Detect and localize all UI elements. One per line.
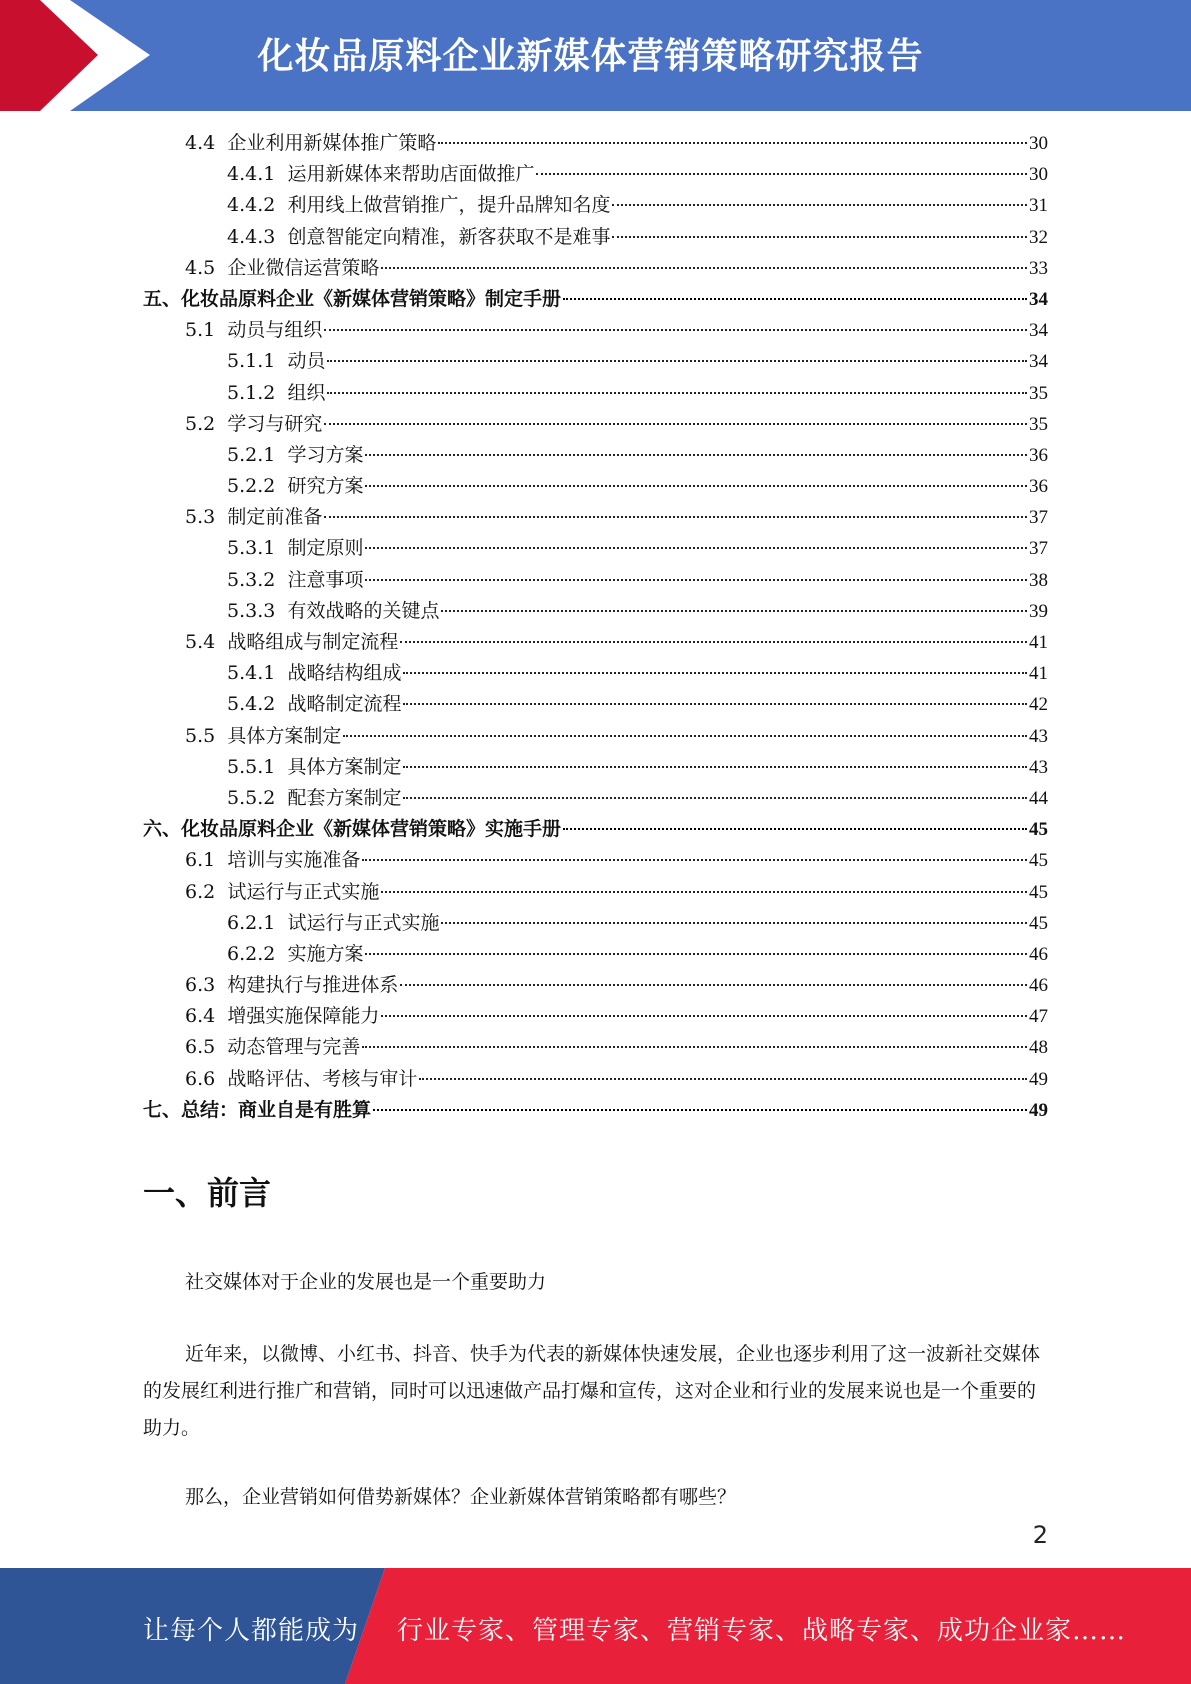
toc-entry[interactable] [143, 440, 1048, 471]
toc-entry-number: 4.4.2 [227, 194, 276, 217]
toc-dot-leader [365, 454, 1027, 456]
toc-entry-title: 动态管理与完善 [227, 1036, 361, 1059]
toc-entry[interactable] [143, 689, 1048, 720]
toc-entry[interactable] [143, 970, 1048, 1001]
toc-entry[interactable] [143, 939, 1048, 970]
toc-entry[interactable] [143, 253, 1048, 284]
toc-entry-page: 34 [1029, 320, 1048, 342]
toc-entry-page: 37 [1029, 507, 1048, 529]
toc-dot-leader [324, 516, 1027, 518]
toc-entry-title: 战略评估、考核与审计 [227, 1067, 418, 1090]
toc-entry-page: 35 [1029, 382, 1048, 404]
toc-entry-title: 战略结构组成 [287, 662, 402, 685]
toc-entry-number: 6.2.1 [227, 911, 276, 934]
toc-dot-leader [400, 641, 1027, 643]
toc-entry-title: 学习方案 [287, 443, 364, 466]
toc-entry-number: 5.4.2 [227, 693, 276, 716]
toc-entry-page: 49 [1029, 1068, 1048, 1090]
toc-entry-number: 6.2 [185, 880, 216, 903]
footer-slogan-left: 让每个人都能成为 [143, 1616, 360, 1646]
toc-entry-number: 4.4 [185, 132, 216, 154]
toc-entry-page: 34 [1029, 351, 1048, 373]
toc-entry-page: 30 [1029, 133, 1048, 154]
toc-entry-number: 5.1.2 [227, 381, 276, 404]
toc-dot-leader [563, 828, 1027, 830]
toc-dot-leader [365, 547, 1027, 549]
toc-entry-page: 38 [1029, 569, 1048, 591]
toc-dot-leader [362, 859, 1027, 861]
footer-slogan-right: 行业专家、管理专家、营销专家、战略专家、成功企业家…… [397, 1616, 1127, 1646]
toc-entry[interactable] [143, 159, 1048, 190]
toc-entry[interactable] [143, 1095, 1048, 1126]
toc-entry[interactable] [143, 596, 1048, 627]
toc-entry-page: 44 [1029, 787, 1048, 809]
toc-entry[interactable] [143, 814, 1048, 845]
toc-entry-title: 七、总结：商业自是有胜算 [143, 1098, 372, 1121]
toc-entry[interactable] [143, 877, 1048, 908]
toc-entry-page: 43 [1029, 756, 1048, 778]
toc-entry-page: 36 [1029, 444, 1048, 466]
toc-entry-page: 45 [1029, 912, 1048, 934]
toc-entry-number: 6.5 [185, 1036, 216, 1059]
toc-entry[interactable] [143, 752, 1048, 783]
toc-entry[interactable] [143, 222, 1048, 253]
toc-entry-number: 5.3.3 [227, 599, 276, 622]
toc-entry-number: 5.4.1 [227, 662, 276, 685]
toc-entry[interactable] [143, 471, 1048, 502]
toc-entry[interactable] [143, 1032, 1048, 1063]
toc-entry-title: 制定原则 [287, 537, 364, 560]
toc-entry[interactable] [143, 315, 1048, 346]
toc-entry[interactable] [143, 1001, 1048, 1032]
toc-entry-page: 32 [1029, 226, 1048, 248]
toc-dot-leader [438, 142, 1027, 144]
toc-entry-page: 48 [1029, 1037, 1048, 1059]
toc-entry-title: 注意事项 [287, 568, 364, 591]
toc-entry-page: 33 [1029, 257, 1048, 279]
toc-entry-title: 制定前准备 [227, 506, 323, 529]
toc-dot-leader [365, 953, 1027, 955]
toc-entry[interactable] [143, 627, 1048, 658]
toc-entry-title: 创意智能定向精准，新客获取不是难事 [287, 225, 611, 248]
toc-entry-title: 六、化妆品原料企业《新媒体营销策略》实施手册 [143, 818, 562, 841]
toc-entry-page: 45 [1029, 819, 1048, 841]
toc-entry-title: 培训与实施准备 [227, 849, 361, 872]
toc-entry-title: 动员与组织 [227, 319, 323, 342]
toc-entry[interactable] [143, 658, 1048, 689]
toc-entry-number: 6.4 [185, 1005, 216, 1028]
toc-entry-page: 37 [1029, 538, 1048, 560]
toc-entry-number: 5.2 [185, 412, 216, 435]
toc-entry-title: 战略制定流程 [287, 693, 402, 716]
header-banner [0, 0, 1191, 111]
toc-dot-leader [373, 1109, 1027, 1111]
toc-entry-number: 5.2.1 [227, 443, 276, 466]
toc-dot-leader [612, 236, 1027, 238]
toc-dot-leader [362, 1046, 1027, 1048]
toc-entry-page: 46 [1029, 975, 1048, 997]
toc-dot-leader [381, 267, 1027, 269]
toc-entry-number: 5.3.1 [227, 537, 276, 560]
toc-entry-title: 有效战略的关键点 [287, 599, 440, 622]
toc-entry-page: 39 [1029, 600, 1048, 622]
toc-entry-number: 5.2.2 [227, 475, 276, 498]
toc-dot-leader [365, 579, 1027, 581]
toc-entry-number: 5.1.1 [227, 350, 276, 373]
toc-dot-leader [403, 797, 1027, 799]
header-arrow-decoration [0, 0, 160, 111]
toc-entry[interactable] [143, 378, 1048, 409]
paragraph: 那么，企业营销如何借势新媒体？企业新媒体营销策略都有哪些？ [185, 1486, 737, 1508]
toc-entry-title: 增强实施保障能力 [227, 1005, 380, 1028]
toc-entry-page: 35 [1029, 413, 1048, 435]
toc-dot-leader [327, 360, 1027, 362]
toc-entry-number: 6.3 [185, 974, 216, 997]
toc-entry-page: 30 [1029, 164, 1048, 186]
toc-entry-number: 5.3 [185, 506, 216, 529]
toc-dot-leader [563, 298, 1027, 300]
toc-entry[interactable] [143, 346, 1048, 377]
toc-entry-title: 学习与研究 [227, 412, 323, 435]
toc-entry-number: 4.5 [185, 256, 216, 279]
toc-dot-leader [327, 392, 1027, 394]
toc-entry[interactable] [143, 721, 1048, 752]
paragraph: 近年来，以微博、小红书、抖音、快手为代表的新媒体快速发展，企业也逐步利用了这一波新社交媒体的发展红利进行推广和营销，同时可以迅速做产品打爆和宣传，这对企业和行业的发展来说也是一个重要的助力。 [143, 1343, 1041, 1439]
toc-dot-leader [381, 891, 1027, 893]
toc-entry-page: 34 [1029, 288, 1048, 310]
toc-entry-page: 36 [1029, 476, 1048, 498]
toc-dot-leader [400, 984, 1027, 986]
page-number: 2 [1032, 1521, 1048, 1549]
toc-entry-number: 5.4 [185, 631, 216, 653]
toc-entry-page: 46 [1029, 943, 1048, 965]
toc-entry-title: 动员 [287, 350, 326, 373]
toc-entry-number: 5.5.1 [227, 755, 276, 778]
toc-entry-page: 41 [1029, 663, 1048, 685]
toc-entry[interactable] [143, 128, 1048, 159]
toc-dot-leader [324, 329, 1027, 331]
toc-entry-number: 5.1 [185, 319, 216, 342]
toc-dot-leader [441, 610, 1027, 612]
paragraph: 社交媒体对于企业的发展也是一个重要助力 [185, 1271, 547, 1293]
toc-entry-number: 5.3.2 [227, 568, 276, 591]
toc-entry-title: 实施方案 [287, 942, 364, 965]
toc-entry-page: 41 [1029, 632, 1048, 653]
toc-entry-title: 战略组成与制定流程 [227, 631, 399, 653]
toc-entry[interactable] [143, 533, 1048, 564]
toc-dot-leader [536, 173, 1027, 175]
toc-entry[interactable] [143, 502, 1048, 533]
toc-entry-title: 企业微信运营策略 [227, 256, 380, 279]
toc-entry[interactable] [143, 1064, 1048, 1095]
toc-dot-leader [441, 922, 1027, 924]
toc-entry[interactable] [143, 284, 1048, 315]
toc-dot-leader [381, 1015, 1027, 1017]
toc-entry-number: 6.1 [185, 849, 216, 872]
section-heading: 一、前言 [143, 1174, 272, 1212]
toc-entry[interactable] [143, 409, 1048, 440]
table-of-contents [143, 128, 1048, 1126]
toc-entry-title: 构建执行与推进体系 [227, 974, 399, 997]
toc-entry-number: 6.2.2 [227, 942, 276, 965]
toc-entry-number: 4.4.3 [227, 225, 276, 248]
toc-entry[interactable] [143, 908, 1048, 939]
toc-entry-title: 试运行与正式实施 [227, 880, 380, 903]
toc-entry-number: 5.5 [185, 724, 216, 747]
toc-entry-page: 43 [1029, 725, 1048, 747]
toc-dot-leader [343, 735, 1027, 737]
toc-entry-number: 4.4.1 [227, 163, 276, 186]
toc-entry-title: 具体方案制定 [287, 755, 402, 778]
toc-entry-title: 利用线上做营销推广，提升品牌知名度 [287, 194, 611, 217]
toc-entry-title: 五、化妆品原料企业《新媒体营销策略》制定手册 [143, 287, 562, 310]
toc-entry[interactable] [143, 565, 1048, 596]
toc-entry-title: 具体方案制定 [227, 724, 342, 747]
toc-entry-title: 配套方案制定 [287, 786, 402, 809]
toc-entry[interactable] [143, 190, 1048, 221]
report-title: 化妆品原料企业新媒体营销策略研究报告 [257, 36, 924, 77]
toc-dot-leader [403, 672, 1027, 674]
toc-dot-leader [612, 204, 1027, 206]
footer-banner [0, 1568, 1191, 1684]
toc-entry-page: 45 [1029, 850, 1048, 872]
toc-dot-leader [419, 1078, 1027, 1080]
toc-dot-leader [365, 485, 1027, 487]
toc-entry-number: 6.6 [185, 1067, 216, 1090]
toc-dot-leader [403, 766, 1027, 768]
toc-entry-title: 运用新媒体来帮助店面做推广 [287, 163, 535, 186]
toc-entry[interactable] [143, 783, 1048, 814]
toc-dot-leader [403, 703, 1027, 705]
toc-entry-page: 42 [1029, 694, 1048, 716]
toc-entry-page: 49 [1029, 1099, 1048, 1121]
toc-entry-page: 31 [1029, 195, 1048, 217]
toc-entry-title: 试运行与正式实施 [287, 911, 440, 934]
toc-entry-title: 研究方案 [287, 475, 364, 498]
toc-entry-title: 企业利用新媒体推广策略 [227, 132, 437, 154]
toc-entry-number: 5.5.2 [227, 786, 276, 809]
toc-entry-page: 47 [1029, 1006, 1048, 1028]
toc-dot-leader [324, 423, 1027, 425]
toc-entry-page: 45 [1029, 881, 1048, 903]
toc-entry-title: 组织 [287, 381, 326, 404]
toc-entry[interactable] [143, 845, 1048, 876]
